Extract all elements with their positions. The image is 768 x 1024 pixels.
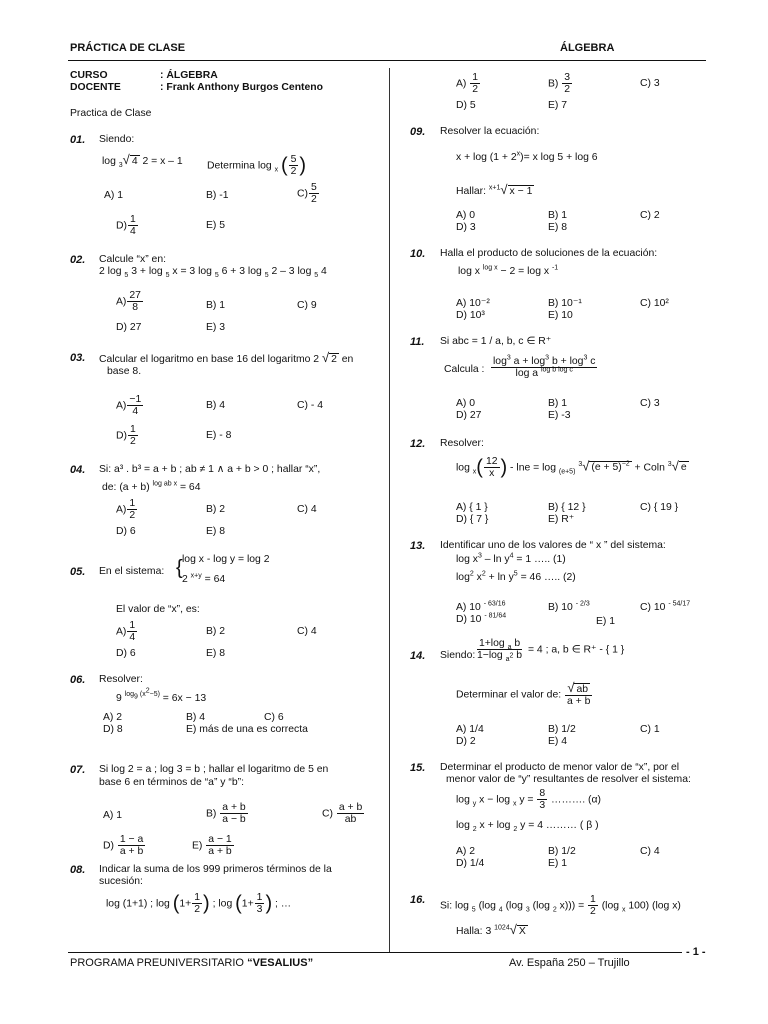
q15-eq2: log $_2$ x + log $_2$ y = 4 ……… ( β )	[456, 820, 599, 834]
q02-option-b: B) 1	[206, 300, 226, 311]
q03-option-c: C) - 4	[297, 400, 323, 411]
q02-option-c: C) 9	[297, 300, 317, 311]
q10-option-c: C) 10²	[640, 298, 669, 309]
q14-option-d: D) 2	[456, 736, 476, 747]
q01-number: 01.	[70, 134, 86, 146]
q13-eq1: $\log x^3 - \ln y^4 = 1$ ….. (1)	[456, 552, 566, 565]
q15-number: 15.	[410, 762, 426, 774]
q05-number: 05.	[70, 566, 86, 578]
q03-option-a: A) $\frac{-1}{4}$	[116, 394, 142, 417]
q01-option-a: A) 1	[104, 190, 124, 201]
q05-eq1: log x - log y = log 2	[182, 554, 270, 565]
q15-text-line1: Determinar el producto de menor valor de “x”, por el	[440, 762, 680, 773]
q08-number: 08.	[70, 864, 86, 876]
q09-number: 09.	[410, 126, 426, 138]
q10-text: Halla el producto de soluciones de la ecuación:	[440, 248, 658, 259]
q01-equation: log $_3$√ 4 2 = x – 1	[102, 152, 183, 170]
q09-option-a: A) 0	[456, 210, 476, 221]
q08-sequence: log (1+1) ; log (1+ $\frac{1}{2}$ ) ; log (1+ $\frac{1}{3}$ ) ; …	[106, 892, 292, 915]
q15-eq1: log $_y$ x − log $_x$ y = $\frac{8}{3}$ ………. (α)	[456, 788, 601, 811]
q05-valor: El valor de “x”, es:	[116, 604, 200, 615]
q13-text: Identificar uno de los valores de “ x ” del sistema:	[440, 540, 666, 551]
q13-option-a: A) 10 $^{- 63/16}$	[456, 600, 506, 613]
q11-option-a: A) 0	[456, 398, 476, 409]
q10-option-d: D) 10³	[456, 310, 485, 321]
q10-option-e: E) 10	[548, 310, 573, 321]
q12-option-e: E) R⁺	[548, 514, 575, 525]
q07-option-c: C) $\frac{a + b}{ab}$	[322, 802, 363, 825]
q06-option-e: E) más de una es correcta	[186, 724, 308, 735]
q09-hallar: Hallar: $^{x+1}$√ x − 1	[456, 182, 533, 197]
q04-text: Si: a³ . b³ = a + b ; ab ≠ 1 ∧ a + b > 0 ; hallar “x”,	[99, 464, 321, 475]
docente-label: DOCENTE	[70, 82, 121, 93]
q04-number: 04.	[70, 464, 86, 476]
q10-equation: log x $^{log x}$ − 2 = log x $^{-1}$	[458, 264, 559, 277]
q02-equation: 2 log $_5$ 3 + log $_5$ x = 3 log $_5$ 6 + 3 log $_5$ 2 – 3 log $_5$ 4	[99, 266, 327, 280]
q03-text-line1: Calcular el logaritmo en base 16 del logaritmo 2 √ 2 en	[99, 350, 354, 365]
footer-rule	[68, 952, 682, 953]
q14-text: Siendo:	[440, 650, 476, 661]
q16-equation: Si: log $_5$ (log $_4$ (log $_3$ (log $_2$ x))) = $\frac{1}{2}$ (log $_x$ 100) (log x)	[440, 894, 681, 917]
q13-number: 13.	[410, 540, 426, 552]
q01-text: Siendo:	[99, 134, 135, 145]
q13-eq2: $\log^2 x^2 + \ln y^5 = 46$ ….. (2)	[456, 570, 576, 583]
q02-number: 02.	[70, 254, 86, 266]
q05-text: En el sistema:	[99, 566, 165, 577]
q14-number: 14.	[410, 650, 426, 662]
q12-equation: log $_x$( $\frac{12}{x}$ ) - lne = log $_{(e+5)}$ $^3$√ $(e + 5)^{-2} + Coln$ $^3$√ e	[456, 456, 687, 479]
q14-equation: $\frac{1+\log _a b}{1-\log _{a^2} b}$ = 4 ; a, b ∈ R⁺ - { 1 }	[477, 638, 625, 664]
q06-option-a: A) 2	[103, 712, 123, 723]
q01-determina: Determina log $_x$ ( $\frac{5}{2}$ )	[207, 154, 307, 177]
q12-option-b: B) { 12 }	[548, 502, 586, 513]
q06-equation: 9 $^{log_9 (x^2-5)}$ = 6x − 13	[116, 688, 207, 704]
q09-equation: $x + \log (1 + 2^x)= x$ log 5 + log 6	[456, 150, 598, 163]
q07-text-line1: Si log 2 = a ; log 3 = b ; hallar el logaritmo de 5 en	[99, 764, 329, 775]
q12-option-d: D) { 7 }	[456, 514, 489, 525]
q01-option-e: E) 5	[206, 220, 226, 231]
q11-option-b: B) 1	[548, 398, 568, 409]
q04-option-c: C) 4	[297, 504, 317, 515]
q13-option-c: C) 10 $^{- 54/17}$	[640, 600, 691, 613]
q11-option-d: D) 27	[456, 410, 482, 421]
q10-option-a: A) 10⁻²	[456, 298, 490, 309]
q16-halla: Halla: 3 $^{1024}$√ X	[456, 922, 526, 937]
q04-option-a: A) $\frac{1}{2}$	[116, 498, 136, 521]
q05-brace: {	[176, 557, 183, 579]
q11-option-e: E) -3	[548, 410, 571, 421]
q11-text: Si abc = 1 / a, b, c ∈ R⁺	[440, 336, 552, 347]
q02-option-e: E) 3	[206, 322, 226, 333]
q14-option-b: B) 1/2	[548, 724, 576, 735]
q01-option-b: B) -1	[206, 190, 229, 201]
q03-option-d: D) $\frac{1}{2}$	[116, 424, 136, 447]
q06-option-c: C) 6	[264, 712, 284, 723]
q06-number: 06.	[70, 674, 86, 686]
q09-option-c: C) 2	[640, 210, 660, 221]
q05-option-e: E) 8	[206, 648, 226, 659]
q02-option-d: D) 27	[116, 322, 142, 333]
q11-option-c: C) 3	[640, 398, 660, 409]
q06-option-d: D) 8	[103, 724, 123, 735]
q02-option-a: A) $\frac{27}{8}$	[116, 290, 141, 313]
q11-calcula: Calcula :	[444, 364, 485, 375]
q07-option-b: B) $\frac{a + b}{a - b}$	[206, 802, 246, 825]
q05-eq2: 2 $^{x+y}$ = 64	[182, 572, 226, 585]
q09-option-d: D) 3	[456, 222, 476, 233]
q04-equation: de: (a + b) $^{log ab x}$ = 64	[102, 480, 201, 493]
q07-option-d: D) $\frac{1 - a}{a + b}$	[103, 834, 144, 857]
q10-number: 10.	[410, 248, 426, 260]
docente-value: : Frank Anthony Burgos Centeno	[160, 82, 323, 93]
q14-determine: Determinar el valor de: $\frac{√ ab}{a + b}$	[456, 680, 591, 707]
q15-option-c: C) 4	[640, 846, 660, 857]
q15-option-e: E) 1	[548, 858, 568, 869]
page-header	[68, 42, 706, 61]
q03-text-line2: base 8.	[107, 366, 142, 377]
q07-option-e: E) $\frac{a - 1}{a + b}$	[192, 834, 232, 857]
footer-program: PROGRAMA PREUNIVERSITARIO “VESALIUS”	[70, 957, 314, 969]
q12-number: 12.	[410, 438, 426, 450]
curso-value: : ÁLGEBRA	[160, 70, 218, 81]
q01-option-c: C) $\frac{5}{2}$	[297, 182, 317, 205]
q01-option-d: D) $\frac{1}{4}$	[116, 214, 136, 237]
q07-option-a: A) 1	[103, 810, 123, 821]
q08-option-d: D) 5	[456, 100, 476, 111]
q12-option-a: A) { 1 }	[456, 502, 488, 513]
q14-option-a: A) 1/4	[456, 724, 484, 735]
q08-option-a: A) $\frac{1}{2}$	[456, 72, 479, 95]
q03-number: 03.	[70, 352, 86, 364]
q08-text-line2: sucesión:	[99, 876, 143, 887]
q15-option-b: B) 1/2	[548, 846, 576, 857]
q02-text: Calcule “x” en:	[99, 254, 166, 265]
q11-number: 11.	[410, 336, 425, 348]
q03-option-b: B) 4	[206, 400, 226, 411]
q13-option-e: E) 1	[596, 616, 616, 627]
q13-option-d: D) 10 $^{- 81/64}$	[456, 612, 507, 625]
q15-option-d: D) 1/4	[456, 858, 485, 869]
q03-option-e: E) - 8	[206, 430, 232, 441]
footer-address: Av. España 250 – Trujillo	[509, 957, 630, 969]
q13-option-b: B) 10 $^{- 2/3}$	[548, 600, 590, 613]
q04-option-b: B) 2	[206, 504, 226, 515]
header-subject: ÁLGEBRA	[560, 42, 615, 54]
subtitle: Practica de Clase	[70, 108, 152, 119]
q15-text-line2: menor valor de “y” resultantes de resolver el sistema:	[446, 774, 691, 785]
q12-text: Resolver:	[440, 438, 484, 449]
q06-option-b: B) 4	[186, 712, 206, 723]
q05-option-d: D) 6	[116, 648, 136, 659]
q09-option-e: E) 8	[548, 222, 568, 233]
q09-text: Resolver la ecuación:	[440, 126, 540, 137]
q12-option-c: C) { 19 }	[640, 502, 679, 513]
q06-text: Resolver:	[99, 674, 143, 685]
q08-text-line1: Indicar la suma de los 999 primeros términos de la	[99, 864, 332, 875]
q08-option-b: B) $\frac{3}{2}$	[548, 72, 571, 95]
q14-option-e: E) 4	[548, 736, 568, 747]
column-divider	[389, 68, 390, 952]
q15-option-a: A) 2	[456, 846, 476, 857]
q07-number: 07.	[70, 764, 86, 776]
q16-number: 16.	[410, 894, 426, 906]
q05-option-c: C) 4	[297, 626, 317, 637]
header-title: PRÁCTICA DE CLASE	[70, 42, 186, 54]
q04-option-e: E) 8	[206, 526, 226, 537]
q09-option-b: B) 1	[548, 210, 568, 221]
curso-label: CURSO	[70, 70, 108, 81]
page-number: - 1 -	[686, 946, 706, 958]
q14-option-c: C) 1	[640, 724, 660, 735]
q04-option-d: D) 6	[116, 526, 136, 537]
q05-option-b: B) 2	[206, 626, 226, 637]
q07-text-line2: base 6 en términos de “a” y “b”:	[99, 777, 244, 788]
q08-option-e: E) 7	[548, 100, 568, 111]
q08-option-c: C) 3	[640, 78, 660, 89]
q05-option-a: A) $\frac{1}{4}$	[116, 620, 136, 643]
q11-fraction: $\frac{\log^3 a + \log^3 b + \log^3 c}{\log a ^{log b log c}}$	[493, 354, 596, 379]
q10-option-b: B) 10⁻¹	[548, 298, 582, 309]
